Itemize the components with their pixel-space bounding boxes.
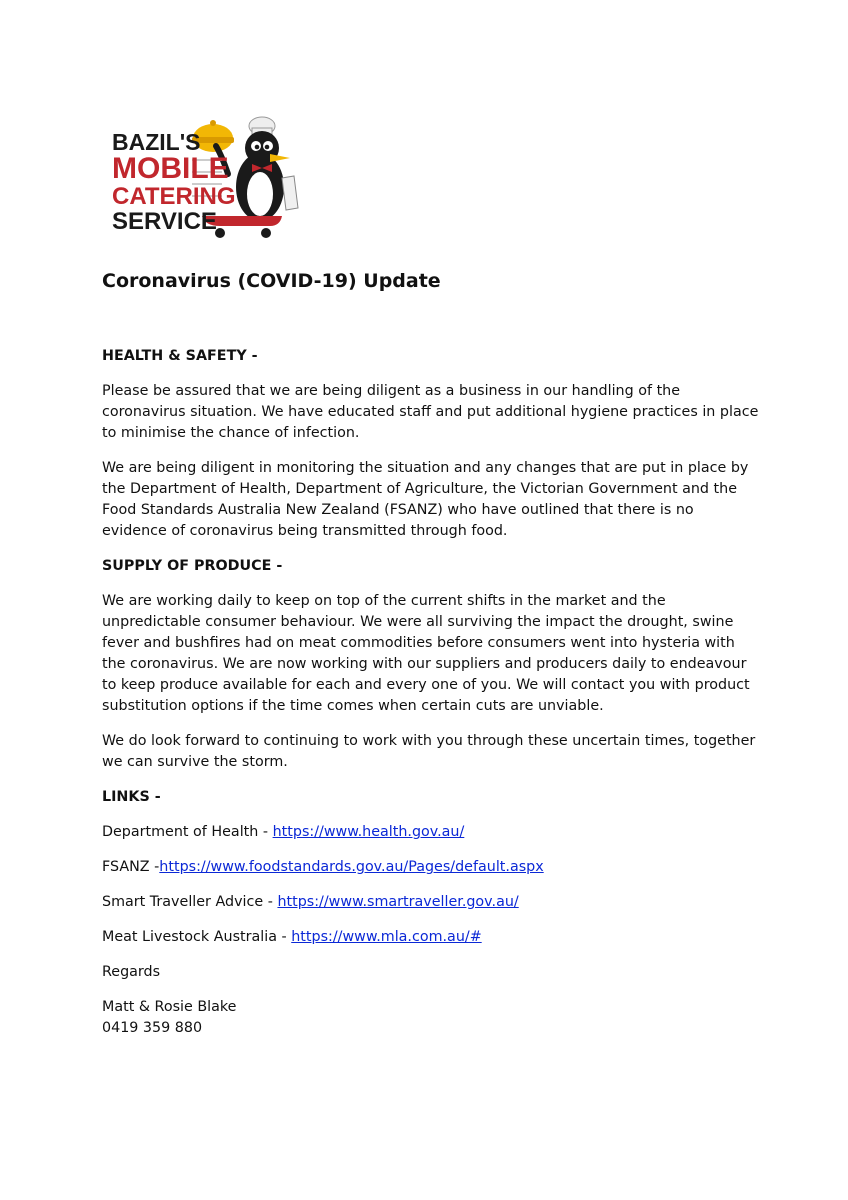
link-row-mla [102,927,762,948]
link-row-smartraveller [102,892,762,913]
regards-text: Regards [102,964,161,980]
logo-text-line2: MOBILE [112,152,229,185]
letter-body [102,268,762,1039]
logo-text-line1: BAZIL'S [112,129,201,155]
link-row-health [102,822,762,843]
signature-names: Matt & Rosie Blake [102,999,237,1015]
supply-heading: SUPPLY OF PRODUCE - [102,558,283,574]
link-mla[interactable]: https://www.mla.com.au/# [291,929,482,945]
logo-text-line4: SERVICE [112,208,217,235]
health-safety-heading: HEALTH & SAFETY - [102,348,258,364]
link-health-gov[interactable]: https://www.health.gov.au/ [272,824,465,840]
link-label-mla: Meat Livestock Australia - [102,929,292,945]
link-label-health: Department of Health - [102,824,273,840]
page-title: Coronavirus (COVID-19) Update [102,270,441,292]
health-paragraph-1: Please be assured that we are being diligent as a business in our handling of the coronavirus situation. We have educated staff and put additional hygiene practices in place to minimise the chance of infection. [102,383,759,441]
link-smartraveller[interactable]: https://www.smartraveller.gov.au/ [277,894,519,910]
link-foodstandards[interactable]: https://www.foodstandards.gov.au/Pages/default.aspx [159,859,544,875]
company-logo [110,112,310,244]
logo-text-line3: CATERING [112,183,236,210]
penguin-mascot-icon [110,112,310,244]
links-heading: LINKS - [102,789,161,805]
supply-paragraph-1: We are working daily to keep on top of the current shifts in the market and the unpredictable consumer behaviour. We were all surviving the impact the drought, swine fever and bushfires had on meat commodities before consumers went into hysteria with the coronavirus. We are now working with our suppliers and producers daily to endeavour to keep produce available for each and every one of you. We will contact you with product substitution options if the time comes when certain cuts are unviable. [102,593,750,714]
link-label-smartraveller: Smart Traveller Advice - [102,894,278,910]
link-label-fsanz: FSANZ - [102,859,160,875]
supply-paragraph-2: We do look forward to continuing to work with you through these uncertain times, together we can survive the storm. [102,733,756,770]
health-paragraph-2: We are being diligent in monitoring the situation and any changes that are put in place by the Department of Health, Department of Agriculture, the Victorian Government and the Food Standards Australia New Zealand (FSANZ) who have outlined that there is no evidence of coronavirus being transmitted through food. [102,460,749,539]
link-row-fsanz [102,857,762,878]
signature-phone: 0419 359 880 [102,1020,203,1036]
